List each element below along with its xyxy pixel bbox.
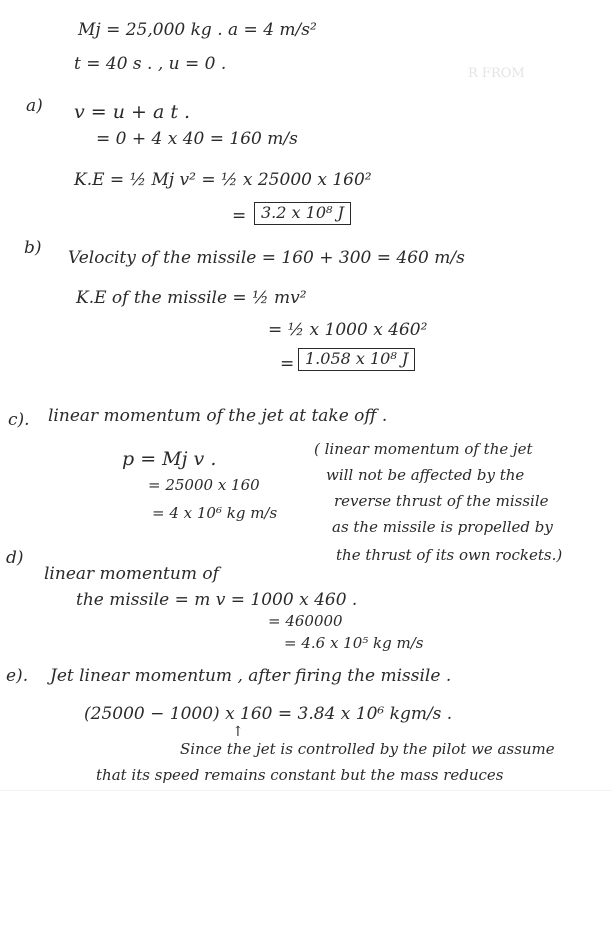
given-line-2: t = 40 s . , u = 0 . [74,54,227,74]
part-c-note-line-4: as the missile is propelled by [332,518,553,536]
part-a-ke-equation: K.E = ½ Mj v² = ½ x 25000 x 160² [74,170,372,190]
up-arrow-icon: ↑ [232,724,244,740]
part-d-momentum-result: = 4.6 x 10⁵ kg m/s [284,634,424,652]
part-e-label: e). [6,666,29,686]
page-edge-divider [0,790,612,791]
part-c-momentum-substitution: = 25000 x 160 [148,476,260,494]
part-d-momentum-equation: the missile = m v = 1000 x 460 . [76,590,358,610]
part-c-momentum-equation: p = Mj v . [122,448,217,470]
part-c-note-line-3: reverse thrust of the missile [334,492,549,510]
part-a-velocity-equation: v = u + a t . [74,101,191,123]
given-line-1: Mj = 25,000 kg . a = 4 m/s² [78,20,317,40]
part-a-label: a) [26,96,43,116]
part-b-label: b) [24,238,42,258]
part-b-ke-equation: K.E of the missile = ½ mv² [76,288,307,308]
part-c-note-line-2: will not be affected by the [326,466,525,484]
part-d-heading: linear momentum of [44,564,219,584]
part-c-heading: linear momentum of the jet at take off . [48,406,388,426]
part-c-label: c). [8,410,30,430]
part-e-note-line-1: Since the jet is controlled by the pilot we assume [180,740,555,758]
part-d-label: d) [6,548,24,568]
faint-watermark: R FROM [468,66,525,81]
part-e-note-line-2: that its speed remains constant but the mass reduces [96,766,504,784]
part-c-note-line-5: the thrust of its own rockets.) [336,546,563,564]
part-c-momentum-result: = 4 x 10⁶ kg m/s [152,504,278,522]
part-e-heading: Jet linear momentum , after firing the missile . [50,666,452,686]
part-a-velocity-result: = 0 + 4 x 40 = 160 m/s [96,129,298,149]
part-a-ke-answer-box: 3.2 x 10⁸ J [254,202,351,225]
part-b-ke-answer-box: 1.058 x 10⁸ J [298,348,415,371]
part-b-ke-equals: = [280,354,295,374]
part-b-velocity: Velocity of the missile = 160 + 300 = 460 m/s [68,248,465,268]
part-b-ke-substitution: = ½ x 1000 x 460² [268,320,428,340]
part-c-note-line-1: ( linear momentum of the jet [314,440,533,458]
part-a-ke-equals: = [232,206,247,226]
part-d-momentum-substitution: = 460000 [268,612,343,630]
part-e-momentum-equation: (25000 − 1000) x 160 = 3.84 x 10⁶ kgm/s . [84,704,453,724]
